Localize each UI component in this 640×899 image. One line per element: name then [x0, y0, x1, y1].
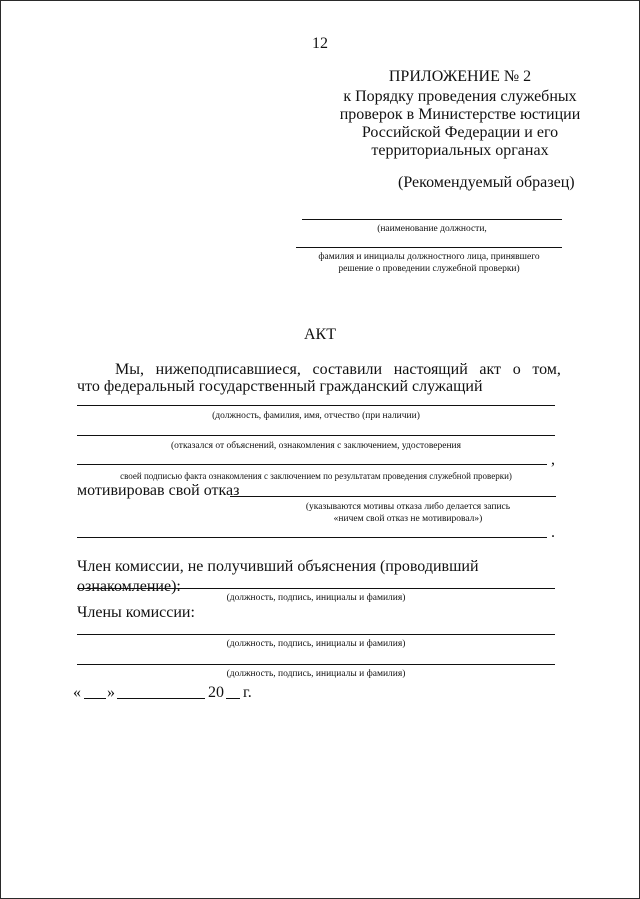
act-paragraph-line-2: что федеральный государственный гражданский служащий — [77, 378, 483, 395]
appendix-line-1: к Порядку проведения служебных — [343, 88, 577, 105]
motivation-period: . — [551, 524, 555, 541]
addressee-line-1 — [302, 219, 562, 220]
motivation-caption-1: (указываются мотивы отказа либо делается запись — [305, 502, 511, 512]
members-signature-line-1 — [77, 634, 555, 635]
p1-word-3: составили — [312, 361, 383, 378]
commission-member-label: Член комиссии, не получивший объяснения (проводивший ознакомление): — [77, 558, 479, 595]
p1-word-1: Мы, — [115, 361, 144, 378]
appendix-line-2: проверок в Министерстве юстиции — [339, 106, 581, 123]
act-title: АКТ — [304, 326, 336, 343]
addressee-caption-position: (наименование должности, — [377, 224, 487, 234]
employee-fio-line — [77, 405, 555, 406]
date-year-line — [226, 698, 240, 699]
member-signature-line — [77, 588, 555, 589]
refusal-caption: (отказался от объяснений, ознакомления с заключением, удостоверения — [171, 441, 461, 451]
date-year-prefix: 20 — [208, 684, 224, 701]
signature-fact-caption: своей подписью факта ознакомления с заключением по результатам проведения служебной проверки) — [120, 471, 512, 481]
members-signature-line-2 — [77, 664, 555, 665]
p1-word-4: настоящий — [393, 361, 468, 378]
members-signature-caption-2: (должность, подпись, инициалы и фамилия) — [226, 669, 406, 679]
motivation-line — [230, 496, 556, 497]
members-signature-caption-1: (должность, подпись, инициалы и фамилия) — [226, 639, 406, 649]
page-number: 12 — [312, 35, 328, 52]
date-month-line — [117, 698, 205, 699]
motivation-caption-2: «ничем свой отказ не мотивировал») — [333, 514, 483, 524]
date-day-line — [84, 698, 106, 699]
motivation-line-2 — [77, 537, 547, 538]
p1-word-2: нижеподписавшиеся, — [155, 361, 301, 378]
addressee-caption-name-2: решение о проведении служебной проверки) — [338, 264, 520, 274]
member-signature-caption: (должность, подпись, инициалы и фамилия) — [226, 593, 406, 603]
appendix-title: ПРИЛОЖЕНИЕ № 2 — [388, 68, 532, 85]
date-year-suffix: г. — [243, 684, 252, 701]
addressee-line-2 — [296, 247, 562, 248]
signature-fact-comma: , — [551, 451, 555, 468]
p1-word-5: акт — [479, 361, 502, 378]
p1-word-6: о — [512, 361, 521, 378]
date-close-quote: » — [107, 684, 115, 701]
commission-members-label: Члены комиссии: — [77, 604, 195, 621]
recommended-sample-note: (Рекомендуемый образец) — [398, 174, 575, 191]
appendix-line-3: Российской Федерации и его — [361, 124, 559, 141]
addressee-caption-name-1: фамилия и инициалы должностного лица, принявшего — [318, 252, 540, 262]
date-open-quote: « — [73, 684, 81, 701]
refusal-line — [77, 435, 555, 436]
signature-fact-line — [77, 464, 547, 465]
appendix-line-4: территориальных органах — [371, 142, 549, 159]
p1-word-7: том, — [532, 361, 561, 378]
motivation-label: мотивировав свой отказ — [77, 482, 240, 499]
employee-fio-caption: (должность, фамилия, имя, отчество (при наличии) — [212, 411, 420, 421]
